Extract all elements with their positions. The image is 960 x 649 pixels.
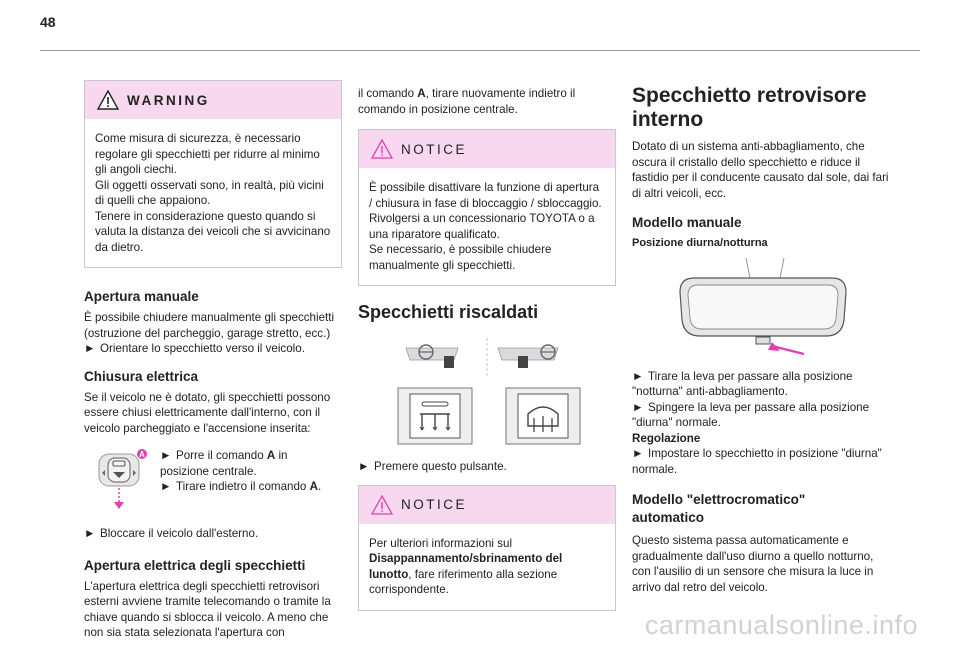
bullet-arrow-icon: ► — [632, 447, 644, 460]
column-1 — [84, 80, 344, 641]
section-title-electrochromic: Modello "elettrocromatico" automatico — [632, 492, 806, 525]
notice-box-1 — [358, 129, 616, 286]
notice-body: Per ulteriori informazioni sul Disappannamento/sbrinamento del lunotto, fare riferimento alla sezione corrispondente. — [369, 536, 563, 596]
control-label-a: A — [139, 450, 145, 459]
interior-mirror-illustration — [632, 258, 894, 358]
section-title-electric-closing: Chiusura elettrica — [84, 368, 199, 384]
section-title-interior-mirror: Specchietto retrovisore interno — [632, 84, 867, 131]
notice-triangle-icon — [371, 495, 393, 515]
notice-title: NOTICE — [401, 141, 468, 157]
section-title-manual-folding: Apertura manuale — [84, 289, 199, 304]
bullet-arrow-icon: ► — [632, 369, 644, 383]
warning-line: Tenere in considerazione questo quando si valuta la distanza dei veicoli che si avvicinano da dietro. — [95, 209, 331, 254]
bullet-arrow-icon: ► — [632, 400, 644, 414]
warning-header — [85, 81, 341, 119]
section-title-electric-opening: Apertura elettrica degli specchietti — [84, 557, 306, 573]
watermark: carmanualsonline.info — [644, 610, 918, 640]
manual-model-subtitle: Posizione diurna/notturna — [632, 237, 768, 249]
manual-model-step-1: ► Tirare la leva per passare alla posizione "notturna" anti-abbagliamento. — [632, 369, 853, 398]
warning-box — [84, 80, 342, 268]
electrochromic-text: Questo sistema passa automaticamente e gradualmente dall'uso diurno a quello notturno, con l'ausilio di un sensore che misura la luce in arrivo dal retro del veicolo. — [632, 534, 874, 594]
section-title-manual-model: Modello manuale — [632, 215, 742, 230]
manual-model-step-2: ► Spingere la leva per passare alla posizione "diurna" normale. — [632, 400, 870, 429]
heated-step: ► Premere questo pulsante. — [358, 460, 507, 473]
mirror-control-switch-icon — [96, 448, 154, 512]
electric-opening-text: L'apertura elettrica degli specchietti retrovisori esterni avviene tramite telecomando o tramite la chiave quando si sblocca il veicolo. A meno che non sia stata selezionata l'apertura con — [84, 579, 331, 639]
column-2 — [358, 86, 616, 611]
notice-line: Se necessario, è possibile chiudere manualmente gli specchietti. — [369, 243, 552, 272]
bullet-arrow-icon: ► — [84, 527, 96, 540]
control-illustration-row — [84, 448, 344, 512]
electric-closing-steps — [160, 448, 330, 512]
adjust-label: Regolazione — [632, 431, 701, 445]
manual-folding-step: ► Orientare lo specchietto verso il veicolo. — [84, 342, 305, 355]
warning-line: Come misura di sicurezza, è necessario regolare gli specchietti per ridurre al minimo gli angoli ciechi. — [95, 132, 320, 176]
bullet-arrow-icon: ► — [84, 342, 96, 355]
warning-line: Gli oggetti osservati sono, in realtà, più vicini di quelli che appaiono. — [95, 178, 324, 207]
notice-line: È possibile disattivare la funzione di apertura / chiusura in fase di bloccaggio / sbloccaggio. — [369, 181, 602, 210]
header-divider — [40, 50, 920, 51]
notice-body — [359, 168, 615, 285]
warning-title: WARNING — [127, 92, 210, 108]
section-title-heated-mirrors: Specchietti riscaldati — [358, 302, 539, 322]
warning-triangle-icon — [97, 90, 119, 110]
notice-header — [359, 486, 615, 524]
manual-folding-text: È possibile chiudere manualmente gli specchietti (ostruzione del parcheggio, garage stretto, ecc.) — [84, 311, 335, 340]
notice-header — [359, 130, 615, 168]
electric-opening-continued: il comando A, tirare nuovamente indietro il comando in posizione centrale. — [358, 87, 576, 116]
cross-reference: Disappannamento/sbrinamento del lunotto — [369, 552, 563, 581]
page-number: 48 — [40, 14, 56, 30]
bullet-arrow-icon: ► — [160, 480, 172, 493]
bullet-arrow-icon: ► — [160, 449, 172, 462]
electric-closing-step-3: ► Bloccare il veicolo dall'esterno. — [84, 527, 259, 540]
notice-triangle-icon — [371, 139, 393, 159]
notice-title: NOTICE — [401, 497, 468, 512]
manual-model-step-3: ► Impostare lo specchietto in posizione "diurna" normale. — [632, 447, 882, 476]
electric-closing-step-2: ► Tirare indietro il comando A. — [160, 480, 322, 493]
notice-box-2 — [358, 485, 616, 611]
notice-line: Rivolgersi a un concessionario TOYOTA o a una riparatore qualificato. — [369, 212, 595, 241]
electric-closing-text: Se il veicolo ne è dotato, gli specchietti possono essere chiusi elettricamente dall'interno, con il veicolo parcheggiato e l'accensione inserita: — [84, 390, 331, 435]
warning-body — [85, 119, 341, 267]
bullet-arrow-icon: ► — [358, 460, 370, 473]
electric-closing-step-1: ► Porre il comando A in posizione centrale. — [160, 449, 288, 478]
interior-mirror-text: Dotato di un sistema anti-abbagliamento, che oscura il cristallo dello specchietto e riduce il fastidio per il conducente causato dal sole, dai fari di altri veicoli, ecc. — [632, 140, 889, 200]
column-3 — [632, 84, 894, 595]
heated-mirrors-illustration — [358, 330, 616, 450]
